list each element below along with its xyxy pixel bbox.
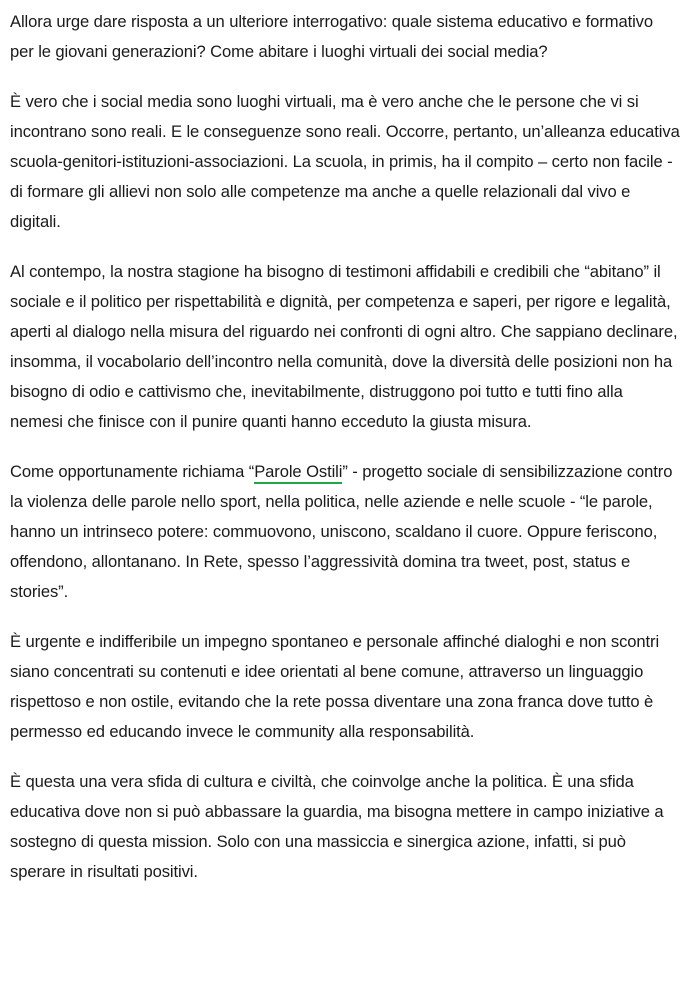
- paragraph-4: [10, 457, 680, 607]
- paragraph-2: È vero che i social media sono luoghi virtuali, ma è vero anche che le persone che vi si incontrano sono reali. E le conseguenze sono reali. Occorre, pertanto, un’alleanza educativa scuola-genitori-istituzioni-associazioni. La scuola, in primis, ha il compito – certo non facile - di formare gli allievi non solo alle competenze ma anche a quelle relazionali dal vivo e digitali.: [10, 92, 680, 231]
- paragraph-3: Al contempo, la nostra stagione ha bisogno di testimoni affidabili e credibili che “abitano” il sociale e il politico per rispettabilità e dignità, per competenza e saperi, per rigore e legalità, aperti al dialogo nella misura del riguardo nei confronti di ogni altro. Che sappiano declinare, insomma, il vocabolario dell’incontro nella comunità, dove la diversità delle posizioni non ha bisogno di odio e cattivismo che, inevitabilmente, distruggono poi tutto e tutti fino alla nemesi che finisce con il punire quanti hanno ecceduto la giusta misura.: [10, 262, 678, 431]
- paragraph-5: È urgente e indifferibile un impegno spontaneo e personale affinché dialoghi e non scontri siano concentrati su contenuti e idee orientati al bene comune, attraverso un linguaggio rispettoso e non ostile, evitando che la rete possa diventare una zona franca dove tutto è permesso ed educando invece le community alla responsabilità.: [10, 632, 660, 741]
- paragraph-6: È questa una vera sfida di cultura e civiltà, che coinvolge anche la politica. È una sfida educativa dove non si può abbassare la guardia, ma bisogna mettere in campo iniziative a sostegno di questa mission. Solo con una massiccia e sinergica azione, infatti, si può sperare in risultati positivi.: [10, 772, 664, 881]
- paragraph-4-text-before: Come opportunamente richiama “: [10, 462, 255, 481]
- paragraph-1: Allora urge dare risposta a un ulteriore interrogativo: quale sistema educativo e formativo per le giovani generazioni? Come abitare i luoghi virtuali dei social media?: [10, 12, 654, 61]
- parole-ostili-link[interactable]: Parole Ostili: [254, 462, 342, 484]
- paragraph-4-text-after: ” - progetto sociale di sensibilizzazione contro la violenza delle parole nello sport, nella politica, nelle aziende e nelle scuole - “le parole, hanno un intrinseco potere: commuovono, uniscono, scaldano il cuore. Oppure feriscono, offendono, allontanano. In Rete, spesso l’aggressività domina tra tweet, post, status e stories”.: [10, 462, 673, 601]
